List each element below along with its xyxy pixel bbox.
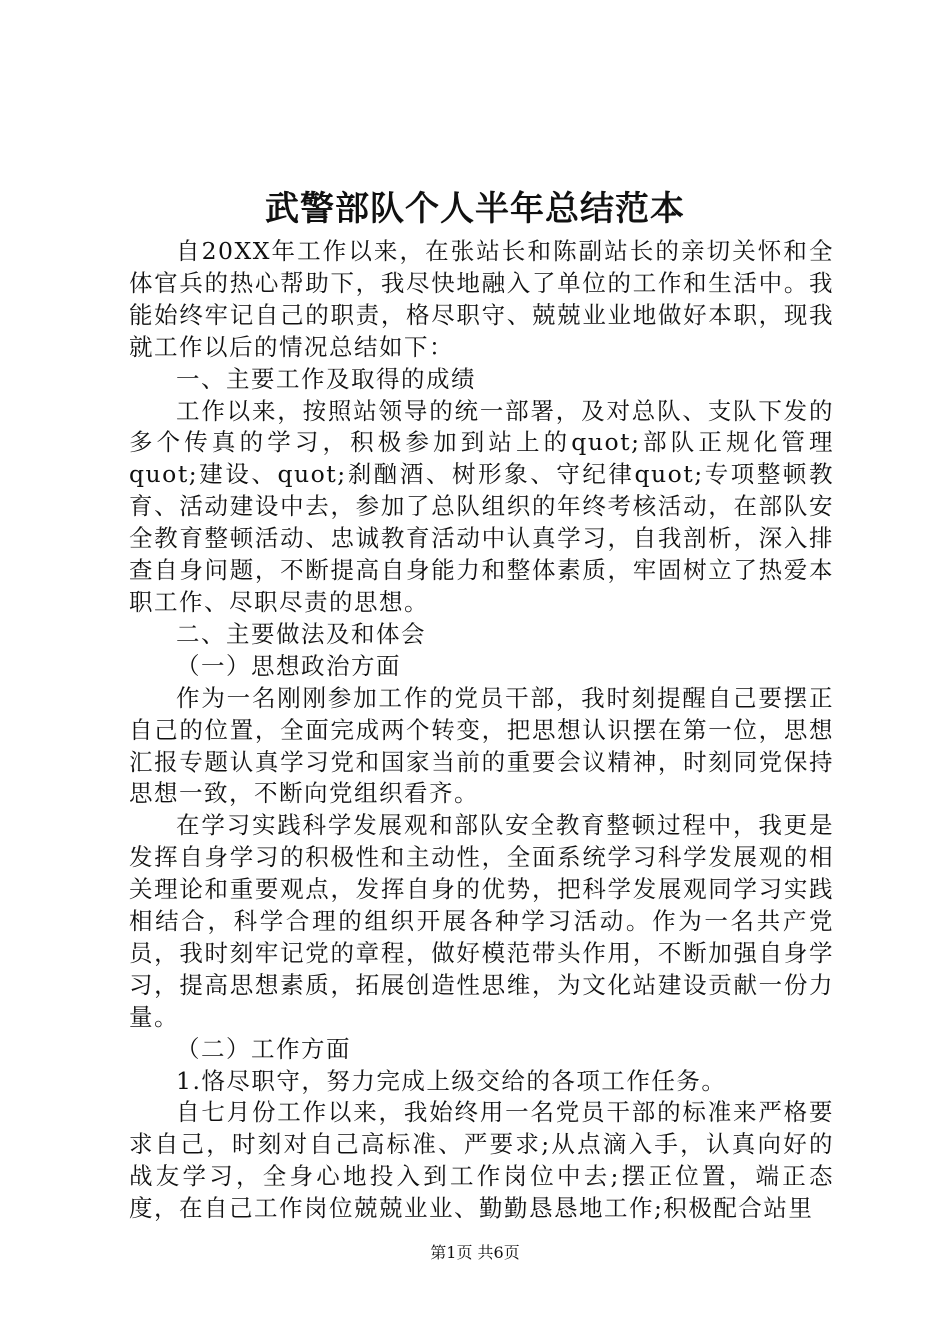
section-heading-2: 二、主要做法及和体会 <box>176 619 426 648</box>
subsection-heading-ideology: （一）思想政治方面 <box>176 651 401 680</box>
subsection-heading-work: （二）工作方面 <box>176 1034 351 1063</box>
document-title: 武警部队个人半年总结范本 <box>265 189 685 229</box>
paragraph-ideology-2: 在学习实践科学发展观和部队安全教育整顿过程中，我更是发挥自身学习的积极性和主动性，全面系统学习科学发展观的相关理论和重要观点，发挥自身的优势，把科学发展观同学习实践相结合，科学合理的组织开展各种学习活动。作为一名共产党员，我时刻牢记党的章程，做好模范带头作用，不断加强自身学习，提高思想素质，拓展创造性思维，为文化站建设贡献一份力量。 <box>129 811 834 1031</box>
list-item-1: 1.恪尽职守，努力完成上级交给的各项工作任务。 <box>176 1066 727 1095</box>
section-heading-1: 一、主要工作及取得的成绩 <box>176 364 476 393</box>
page-indicator: 第1页 共6页 <box>430 1243 520 1262</box>
paragraph-ideology-1: 作为一名刚刚参加工作的党员干部，我时刻提醒自己要摆正自己的位置，全面完成两个转变，把思想认识摆在第一位，思想汇报专题认真学习党和国家当前的重要会议精神，时刻同党保持思想一致，不断向党组织看齐。 <box>129 683 834 808</box>
paragraph-main-work: 工作以来，按照站领导的统一部署，及对总队、支队下发的多个传真的学习，积极参加到站上的quot;部队正规化管理quot;建设、quot;刹酗酒、树形象、守纪律quot;专项整顿教育、活动建设中去，参加了总队组织的年终考核活动，在部队安全教育整顿活动、忠诚教育活动中认真学习，自我剖析，深入排查自身问题，不断提高自身能力和整体素质，牢固树立了热爱本职工作、尽职尽责的思想。 <box>129 396 834 616</box>
paragraph-intro: 自20XX年工作以来，在张站长和陈副站长的亲切关怀和全体官兵的热心帮助下，我尽快地融入了单位的工作和生活中。我能始终牢记自己的职责，格尽职守、兢兢业业地做好本职，现我就工作以后的情况总结如下： <box>129 237 834 361</box>
document-body <box>129 236 834 1225</box>
paragraph-work-1: 自七月份工作以来，我始终用一名党员干部的标准来严格要求自己，时刻对自己高标准、严要求;从点滴入手，认真向好的战友学习，全身心地投入到工作岗位中去;摆正位置，端正态度，在自己工作岗位兢兢业业、勤勤恳恳地工作;积极配合站里 <box>129 1098 834 1223</box>
